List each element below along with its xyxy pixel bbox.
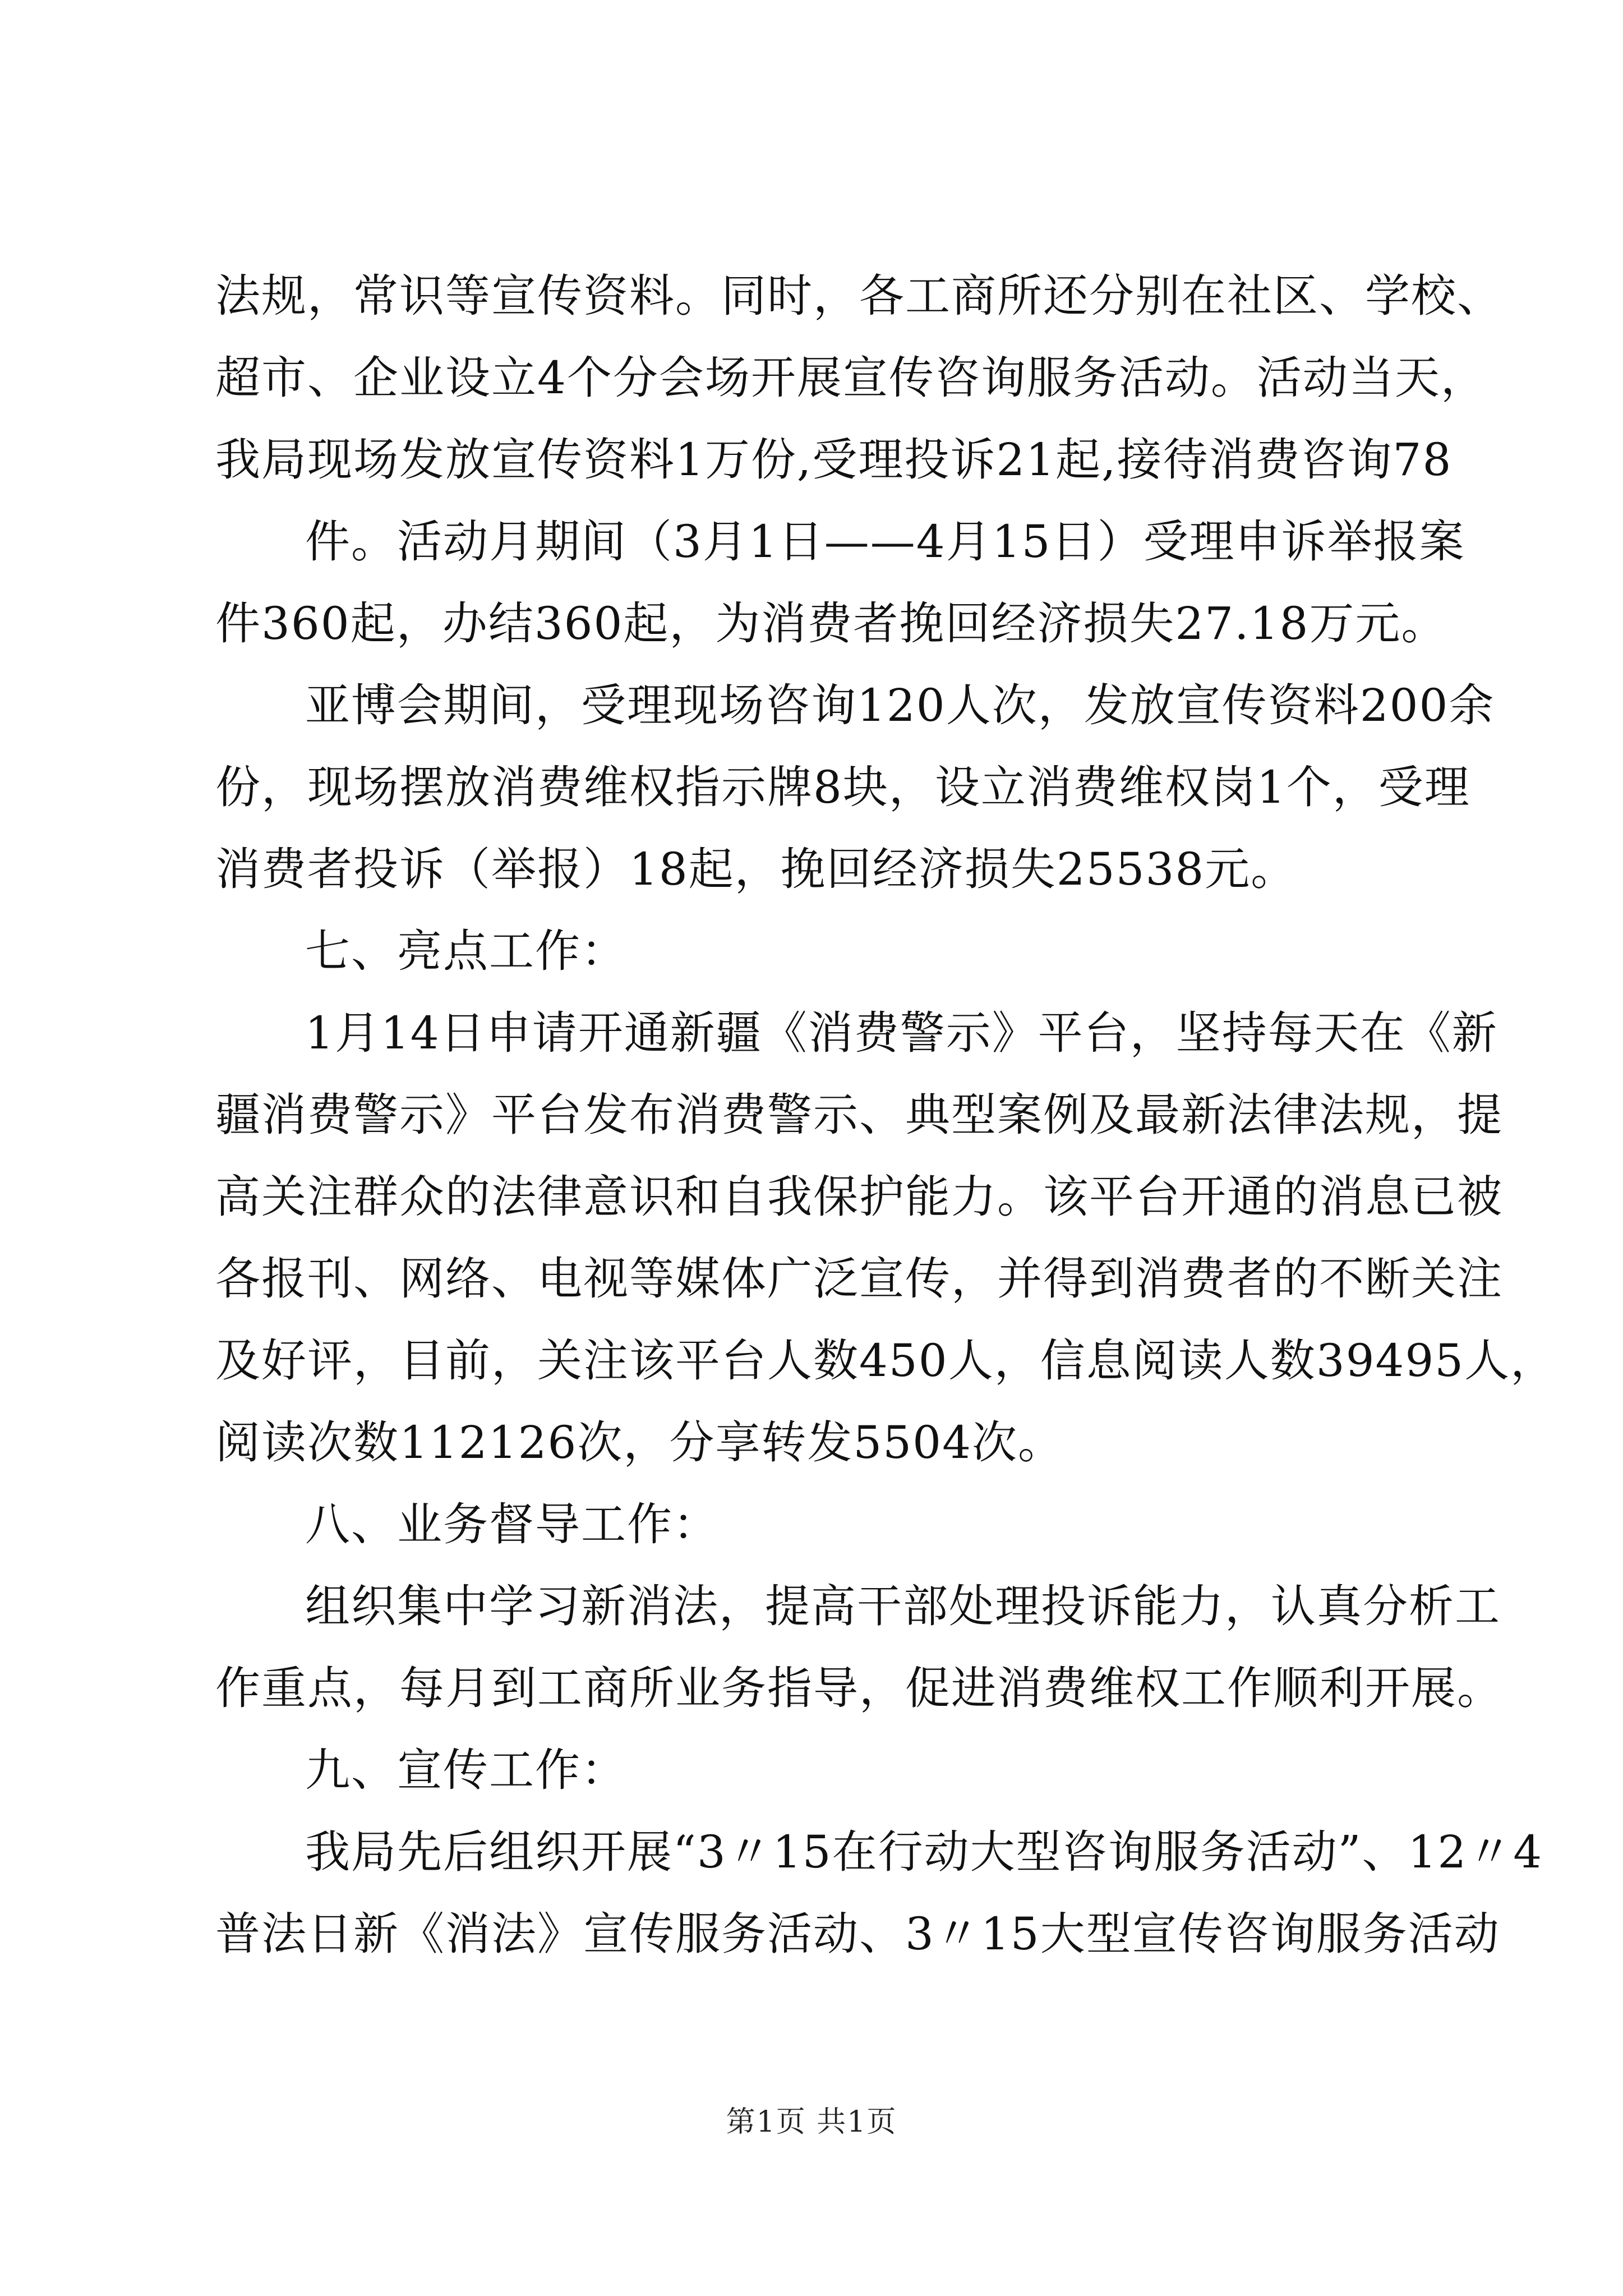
text-line: 份，现场摆放消费维权指示牌8块，设立消费维权岗1个，受理	[215, 761, 1470, 813]
text-line: 1月14日申请开通新疆《消费警示》平台，坚持每天在《新	[305, 1007, 1498, 1059]
text-line: 及好评，目前，关注该平台人数450人，信息阅读人数39495人，	[215, 1335, 1557, 1387]
text-line: 我局现场发放宣传资料1万份,受理投诉21起,接待消费咨询78	[215, 434, 1453, 486]
section-heading: 七、亮点工作：	[305, 925, 627, 977]
page-number-label: 第1页 共1页	[726, 2105, 897, 2139]
section-heading: 八、业务督导工作：	[305, 1498, 719, 1550]
document-body	[215, 255, 1557, 1975]
text-line: 疆消费警示》平台发布消费警示、典型案例及最新法律法规，提	[215, 1089, 1503, 1141]
text-line: 阅读次数112126次，分享转发5504次。	[215, 1416, 1064, 1469]
text-line: 各报刊、网络、电视等媒体广泛宣传，并得到消费者的不断关注	[215, 1253, 1503, 1305]
text-line: 作重点，每月到工商所业务指导，促进消费维权工作顺利开展。	[215, 1662, 1503, 1714]
text-line: 组织集中学习新消法，提高干部处理投诉能力，认真分析工	[305, 1580, 1501, 1632]
text-line: 件。活动月期间（3月1日——4月15日）受理申诉举报案	[305, 516, 1465, 568]
text-line: 普法日新《消法》宣传服务活动、3〃15大型宣传咨询服务活动	[215, 1908, 1500, 1960]
text-line: 亚博会期间，受理现场咨询120人次，发放宣传资料200余	[305, 679, 1495, 731]
text-line: 我局先后组织开展“3〃15在行动大型咨询服务活动”、12〃4	[305, 1826, 1543, 1878]
text-line: 法规，常识等宣传资料。同时，各工商所还分别在社区、学校、	[215, 270, 1503, 322]
text-line: 件360起，办结360起，为消费者挽回经济损失27.18万元。	[215, 597, 1447, 650]
text-line: 消费者投诉（举报）18起，挽回经济损失25538元。	[215, 843, 1297, 895]
section-heading: 九、宣传工作：	[305, 1744, 627, 1796]
page-footer	[0, 2102, 1623, 2142]
text-line: 超市、企业设立4个分会场开展宣传咨询服务活动。活动当天，	[215, 352, 1487, 404]
text-line: 高关注群众的法律意识和自我保护能力。该平台开通的消息已被	[215, 1171, 1503, 1223]
